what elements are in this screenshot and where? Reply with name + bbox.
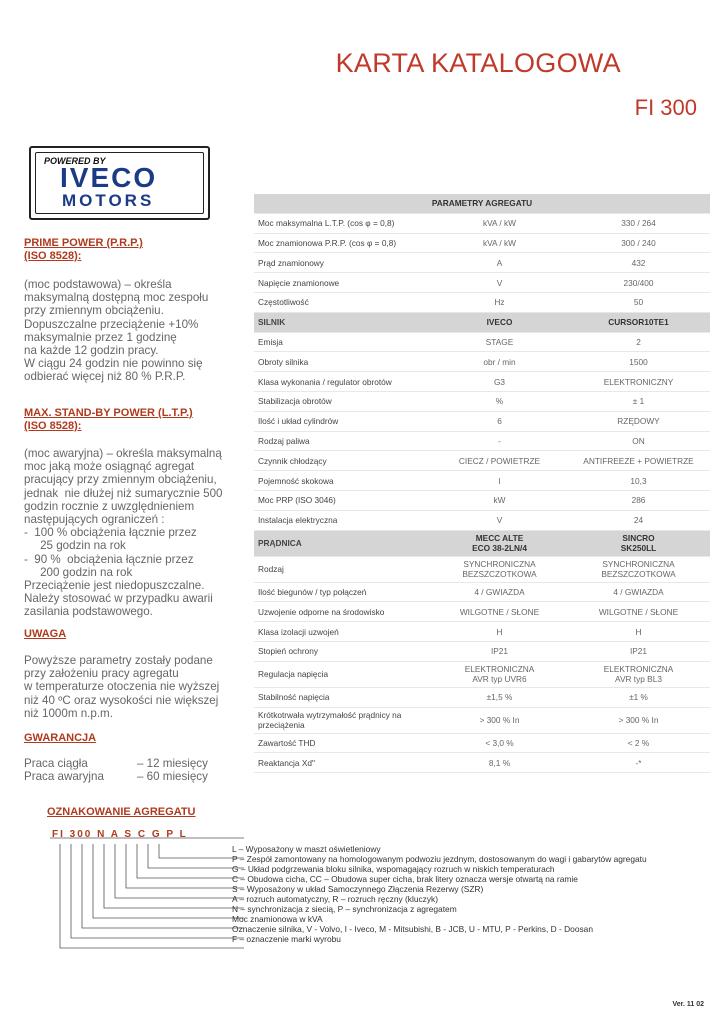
ltp-line: 25 godzin na rok bbox=[24, 539, 126, 553]
param-label: Stopień ochrony bbox=[254, 641, 432, 661]
ltp-line: Przeciążenie jest niedopuszczalne. bbox=[24, 579, 205, 593]
param-value: 300 / 240 bbox=[567, 233, 710, 253]
table-row bbox=[254, 233, 710, 253]
param-value: ± 1 bbox=[567, 391, 710, 411]
param-label: Moc znamionowa P.R.P. (cos φ = 0,8) bbox=[254, 233, 432, 253]
param-unit: obr / min bbox=[432, 352, 567, 372]
param-value: 432 bbox=[567, 253, 710, 273]
ltp-line: jednak nie dłużej niż sumarycznie 500 bbox=[24, 486, 223, 500]
param-label: Instalacja elektryczna bbox=[254, 510, 432, 530]
param-label: Pojemność skokowa bbox=[254, 471, 432, 491]
ltp-line: - 100 % obciążenia łącznie przez bbox=[24, 526, 197, 540]
param-label: Stabilność napięcia bbox=[254, 687, 432, 707]
param-value: < 2 % bbox=[567, 733, 710, 753]
param-value: 10,3 bbox=[567, 471, 710, 491]
param-label: Krótkotrwała wytrzymałość prądnicy na przeciążenia bbox=[254, 707, 432, 733]
param-unit: kVA / kW bbox=[432, 233, 567, 253]
param-unit: WILGOTNE / SŁONE bbox=[432, 602, 567, 622]
legend-item-p: P – Zespół zamontowany na homologowanym podwoziu jezdnym, dostosowanym do wagi i gabarytów agregatu bbox=[232, 854, 647, 864]
warranty-value: – 60 miesięcy bbox=[137, 770, 208, 783]
uwaga-line: przy założeniu pracy agregatu bbox=[24, 667, 179, 681]
param-unit: STAGE bbox=[432, 332, 567, 352]
prp-title-line: (ISO 8528): bbox=[24, 250, 82, 262]
param-label: Napięcie znamionowe bbox=[254, 273, 432, 293]
table-row bbox=[254, 556, 710, 582]
table-row bbox=[254, 411, 710, 431]
ltp-line: - 90 % obciążenia łącznie przez bbox=[24, 552, 194, 566]
ltp-line: (moc awaryjna) – określa maksymalną bbox=[24, 447, 222, 460]
table-title-row bbox=[254, 194, 710, 213]
table-row bbox=[254, 490, 710, 510]
param-value: 1500 bbox=[567, 352, 710, 372]
ltp-line: Należy stosować w przypadku awarii bbox=[24, 592, 213, 606]
param-label: Klasa wykonania / regulator obrotów bbox=[254, 372, 432, 392]
param-label: Moc maksymalna L.T.P. (cos φ = 0,8) bbox=[254, 213, 432, 233]
param-value: 50 bbox=[567, 292, 710, 312]
table-row bbox=[254, 641, 710, 661]
prp-line: maksymalną dostępną moc zespołu bbox=[24, 291, 209, 305]
param-unit: ELEKTRONICZNA AVR typ UVR6 bbox=[432, 661, 567, 687]
param-label: Rodzaj paliwa bbox=[254, 431, 432, 451]
param-unit: IVECO bbox=[432, 312, 567, 332]
param-unit: SYNCHRONICZNA BEZSZCZOTKOWA bbox=[432, 556, 567, 582]
param-unit: kVA / kW bbox=[432, 213, 567, 233]
table-row bbox=[254, 292, 710, 312]
param-unit: 8,1 % bbox=[432, 753, 567, 773]
legend-item-c: C – Obudowa cicha, CC – Obudowa super cicha, brak litery oznacza wersje otwartą na ramie bbox=[232, 874, 578, 884]
prp-title-line: PRIME POWER (P.R.P.) bbox=[24, 237, 143, 249]
prp-line: przy zmiennym obciążeniu. bbox=[24, 304, 164, 318]
param-value: > 300 % In bbox=[567, 707, 710, 733]
ltp-line: następujących ograniczeń : bbox=[24, 513, 165, 527]
param-label: PRĄDNICA bbox=[254, 530, 432, 556]
param-value: ON bbox=[567, 431, 710, 451]
ltp-title-line: MAX. STAND-BY POWER (L.T.P.) bbox=[24, 407, 193, 419]
table-row bbox=[254, 582, 710, 602]
param-label: Moc PRP (ISO 3046) bbox=[254, 490, 432, 510]
table-row bbox=[254, 253, 710, 273]
param-label: Ilość biegunów / typ połączeń bbox=[254, 582, 432, 602]
table-title: PARAMETRY AGREGATU bbox=[254, 194, 710, 213]
prp-line: odbierać więcej niż 80 % P.R.P. bbox=[24, 370, 186, 384]
table-row bbox=[254, 602, 710, 622]
param-value: ANTIFREEZE + POWIETRZE bbox=[567, 451, 710, 471]
param-value: ±1 % bbox=[567, 687, 710, 707]
prp-line: (moc podstawowa) – określa bbox=[24, 278, 172, 291]
table-row bbox=[254, 471, 710, 491]
legend-item-f: F – oznaczenie marki wyrobu bbox=[232, 934, 341, 944]
table-row bbox=[254, 707, 710, 733]
ltp-line: 200 godzin na rok bbox=[24, 565, 133, 579]
legend-item-s: S – Wyposażony w układ Samoczynnego Złączenia Rezerwy (SZR) bbox=[232, 884, 484, 894]
table-row bbox=[254, 213, 710, 233]
param-label: Zawartość THD bbox=[254, 733, 432, 753]
param-unit: G3 bbox=[432, 372, 567, 392]
legend-item-power: Moc znamionowa w kVA bbox=[232, 914, 323, 924]
uwaga-line: niż 1000m n.p.m. bbox=[24, 706, 113, 720]
param-unit: < 3,0 % bbox=[432, 733, 567, 753]
table-row bbox=[254, 451, 710, 471]
warranty-label: Praca awaryjna bbox=[24, 770, 104, 783]
gwarancja-title: GWARANCJA bbox=[24, 732, 97, 744]
param-label: Uzwojenie odporne na środowisko bbox=[254, 602, 432, 622]
table-row bbox=[254, 753, 710, 773]
param-unit: 6 bbox=[432, 411, 567, 431]
param-label: Ilość i układ cylindrów bbox=[254, 411, 432, 431]
ltp-line: moc jaką może osiągnąć agregat bbox=[24, 460, 195, 474]
legend-item-l: L – Wyposażony w maszt oświetleniowy bbox=[232, 844, 381, 854]
model-name: FI 300 bbox=[634, 95, 697, 120]
param-value: 230/400 bbox=[567, 273, 710, 293]
param-unit: IP21 bbox=[432, 641, 567, 661]
table-row bbox=[254, 391, 710, 411]
ltp-title-line: (ISO 8528): bbox=[24, 420, 82, 432]
logo-brand: IVECO bbox=[60, 162, 158, 193]
ltp-line: zasilania podstawowego. bbox=[24, 605, 153, 619]
param-unit: CIECZ / POWIETRZE bbox=[432, 451, 567, 471]
param-unit: 4 / GWIAZDA bbox=[432, 582, 567, 602]
param-value: CURSOR10TE1 bbox=[567, 312, 710, 332]
param-unit: % bbox=[432, 391, 567, 411]
param-unit: l bbox=[432, 471, 567, 491]
table-row bbox=[254, 273, 710, 293]
param-unit: V bbox=[432, 510, 567, 530]
param-value: 286 bbox=[567, 490, 710, 510]
param-value: ELEKTRONICZNY bbox=[567, 372, 710, 392]
param-label: Emisja bbox=[254, 332, 432, 352]
table-row bbox=[254, 431, 710, 451]
ltp-line: godzin rocznie z uwzględnieniem bbox=[24, 499, 195, 513]
param-value: 24 bbox=[567, 510, 710, 530]
param-unit: H bbox=[432, 622, 567, 642]
version-label: Ver. 11 02 bbox=[672, 1001, 704, 1008]
param-label: Stabilizacja obrotów bbox=[254, 391, 432, 411]
table-row bbox=[254, 687, 710, 707]
marking-code: FI 300 N A S C G P L bbox=[52, 829, 188, 840]
param-value: IP21 bbox=[567, 641, 710, 661]
param-value: SINCRO SK250LL bbox=[567, 530, 710, 556]
param-label: Prąd znamionowy bbox=[254, 253, 432, 273]
logo-sub: MOTORS bbox=[62, 191, 155, 210]
table-row bbox=[254, 332, 710, 352]
uwaga-line: Powyższe parametry zostały podane bbox=[24, 654, 213, 667]
table-row bbox=[254, 661, 710, 687]
param-label: Czynnik chłodzący bbox=[254, 451, 432, 471]
param-label: SILNIK bbox=[254, 312, 432, 332]
param-unit: V bbox=[432, 273, 567, 293]
table-section-row bbox=[254, 530, 710, 556]
param-unit: > 300 % In bbox=[432, 707, 567, 733]
param-label: Klasa izolacji uzwojeń bbox=[254, 622, 432, 642]
param-label: Częstotliwość bbox=[254, 292, 432, 312]
param-value: WILGOTNE / SŁONE bbox=[567, 602, 710, 622]
page-title: KARTA KATALOGOWA bbox=[335, 48, 621, 78]
logo-powered-by: POWERED BY bbox=[44, 156, 106, 166]
param-unit: MECC ALTE ECO 38-2LN/4 bbox=[432, 530, 567, 556]
legend-item-a: A – rozruch automatyczny, R – rozruch ręczny (kluczyk) bbox=[232, 894, 439, 904]
legend-item-engine: Oznaczenie silnika, V - Volvo, I - Iveco, M - Mitsubishi, B - JCB, U - MTU, P - Perkins, D - Doosan bbox=[232, 924, 593, 934]
param-value: 330 / 264 bbox=[567, 213, 710, 233]
param-value: ELEKTRONICZNA AVR typ BL3 bbox=[567, 661, 710, 687]
param-label: Rodzaj bbox=[254, 556, 432, 582]
param-unit: ±1,5 % bbox=[432, 687, 567, 707]
warranty-value: – 12 miesięcy bbox=[137, 757, 208, 770]
ltp-line: pracujący przy zmiennym obciążeniu, bbox=[24, 473, 217, 487]
param-unit: A bbox=[432, 253, 567, 273]
table-row bbox=[254, 510, 710, 530]
param-value: RZĘDOWY bbox=[567, 411, 710, 431]
marking-title: OZNAKOWANIE AGREGATU bbox=[47, 806, 196, 818]
param-value: -* bbox=[567, 753, 710, 773]
prp-line: maksymalnie przez 1 godzinę bbox=[24, 330, 177, 344]
table-row bbox=[254, 352, 710, 372]
param-value: H bbox=[567, 622, 710, 642]
legend-item-g: G – Układ podgrzewania bloku silnika, wspomagający rozruch w niskich temperaturach bbox=[232, 864, 555, 874]
param-value: SYNCHRONICZNA BEZSZCZOTKOWA bbox=[567, 556, 710, 582]
prp-line: Dopuszczalne przeciążenie +10% bbox=[24, 317, 199, 331]
legend-item-n: N – synchronizacja z siecią, P – synchronizacja z agregatem bbox=[232, 904, 457, 914]
uwaga-line: w temperaturze otoczenia nie wyższej bbox=[24, 680, 220, 694]
uwaga-line: niż 40 ºC oraz wysokości nie większej bbox=[24, 693, 219, 707]
param-unit: - bbox=[432, 431, 567, 451]
table-row bbox=[254, 372, 710, 392]
uwaga-title: UWAGA bbox=[24, 628, 67, 640]
param-label: Obroty silnika bbox=[254, 352, 432, 372]
param-value: 2 bbox=[567, 332, 710, 352]
prp-line: W ciągu 24 godzin nie powinno się bbox=[24, 357, 203, 371]
table-section-row bbox=[254, 312, 710, 332]
param-unit: kW bbox=[432, 490, 567, 510]
table-row bbox=[254, 622, 710, 642]
table-row bbox=[254, 733, 710, 753]
param-label: Regulacja napięcia bbox=[254, 661, 432, 687]
parameters-table bbox=[254, 194, 710, 773]
param-value: 4 / GWIAZDA bbox=[567, 582, 710, 602]
prp-line: na każde 12 godzin pracy. bbox=[24, 344, 159, 358]
warranty-label: Praca ciągła bbox=[24, 757, 88, 770]
param-unit: Hz bbox=[432, 292, 567, 312]
param-label: Reaktancja Xd" bbox=[254, 753, 432, 773]
